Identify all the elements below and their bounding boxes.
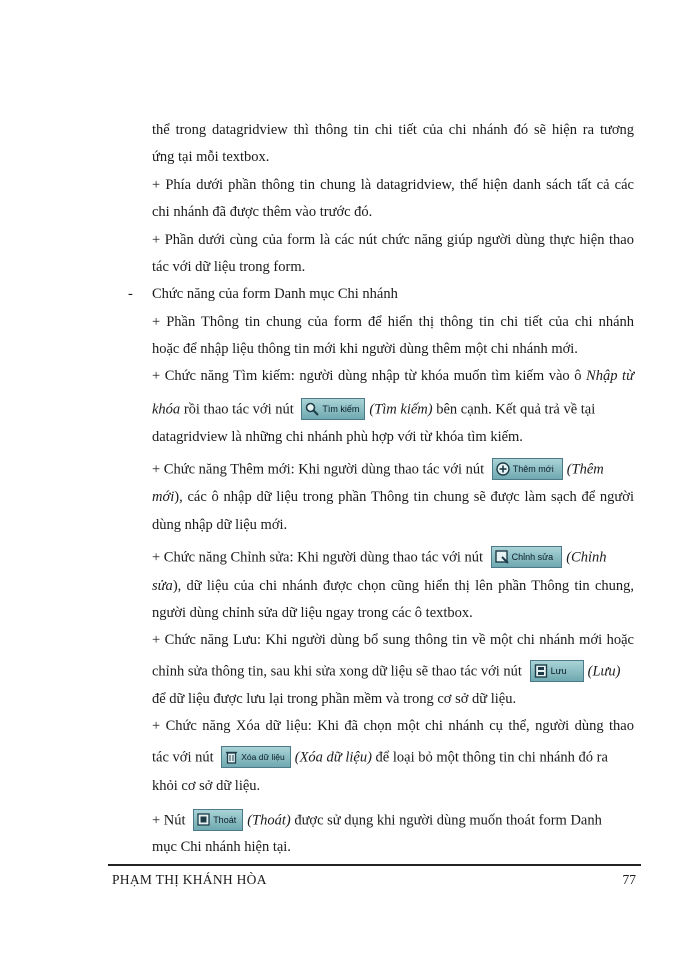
save-icon xyxy=(534,664,548,678)
paragraph-line: chi nhánh đã được thêm vào trước đó. xyxy=(152,204,373,220)
paragraph-line: chỉnh sửa thông tin, sau khi sửa xong dữ liệu sẽ thao tác với nút Lưu (Lưu) xyxy=(152,661,621,683)
paragraph-line: + Phần dưới cùng của form là các nút chức năng giúp người dùng thực hiện thao xyxy=(152,232,634,248)
paragraph-line: + Chức năng Lưu: Khi người dùng bổ sung thông tin về một chi nhánh mới hoặc xyxy=(152,632,634,648)
plus-circle-icon xyxy=(496,462,510,476)
trash-icon xyxy=(225,750,238,764)
paragraph-line: hoặc để nhập liệu thông tin mới khi người dùng thêm một chi nhánh mới. xyxy=(152,341,578,357)
paragraph-line: người dùng chỉnh sửa dữ liệu ngay trong các ô textbox. xyxy=(152,605,473,621)
footer-author: PHẠM THỊ KHÁNH HÒA xyxy=(112,872,267,887)
paragraph-line: + Phía dưới phần thông tin chung là datagridview, thể hiện danh sách tất cả các xyxy=(152,177,634,193)
paragraph-line: tác với nút Xóa dữ liệu (Xóa dữ liệu) để loại bỏ một thông tin chi nhánh đó ra xyxy=(152,747,608,769)
edit-button[interactable]: Chỉnh sửa xyxy=(491,546,563,568)
paragraph-line: mục Chi nhánh hiện tại. xyxy=(152,839,291,855)
paragraph-line: khóa rồi thao tác với nút Tìm kiếm (Tìm kiếm) bên cạnh. Kết quả trả về tại xyxy=(152,399,595,421)
paragraph-line: sửa), dữ liệu của chi nhánh được chọn cũng hiển thị lên phần Thông tin chung, xyxy=(152,578,634,594)
footer-divider xyxy=(108,864,641,866)
paragraph-line: datagridview là những chi nhánh phù hợp với từ khóa tìm kiếm. xyxy=(152,429,523,445)
paragraph-line: mới), các ô nhập dữ liệu trong phần Thông tin chung sẽ được làm sạch để người xyxy=(152,489,634,505)
paragraph-line: ứng tại mỗi textbox. xyxy=(152,149,270,165)
paragraph-line: + Chức năng Thêm mới: Khi người dùng thao tác với nút Thêm mới (Thêm xyxy=(152,459,604,481)
paragraph-line: để dữ liệu được lưu lại trong phần mềm và trong cơ sở dữ liệu. xyxy=(152,691,517,707)
exit-icon xyxy=(197,813,210,826)
paragraph-line: tác với dữ liệu trong form. xyxy=(152,259,306,275)
paragraph-line: khỏi cơ sở dữ liệu. xyxy=(152,778,261,794)
page-number: 77 xyxy=(622,872,636,887)
paragraph-line: thể trong datagridview thì thông tin chi tiết của chi nhánh đó sẽ hiện ra tương xyxy=(152,122,634,138)
edit-icon xyxy=(495,550,509,564)
delete-button[interactable]: Xóa dữ liệu xyxy=(221,746,291,768)
save-button[interactable]: Lưu xyxy=(530,660,584,682)
paragraph-line: + Chức năng Chỉnh sửa: Khi người dùng thao tác với nút Chỉnh sửa (Chỉnh xyxy=(152,547,606,569)
paragraph-line: + Nút Thoát (Thoát) được sử dụng khi người dùng muốn thoát form Danh xyxy=(152,810,602,832)
paragraph-line: + Chức năng Xóa dữ liệu: Khi đã chọn một chi nhánh cụ thể, người dùng thao xyxy=(152,718,634,734)
search-button[interactable]: Tìm kiếm xyxy=(301,398,365,420)
section-heading: Chức năng của form Danh mục Chi nhánh xyxy=(152,286,398,302)
bullet-dash: - xyxy=(128,286,133,302)
exit-button[interactable]: Thoát xyxy=(193,809,243,831)
paragraph-line: + Phần Thông tin chung của form để hiển thị thông tin chi tiết của chi nhánh xyxy=(152,314,634,330)
add-button[interactable]: Thêm mới xyxy=(492,458,563,480)
paragraph-line: dùng nhập dữ liệu mới. xyxy=(152,517,288,533)
paragraph-line: + Chức năng Tìm kiếm: người dùng nhập từ khóa muốn tìm kiếm vào ô Nhập từ xyxy=(152,368,634,384)
search-icon xyxy=(305,402,319,416)
